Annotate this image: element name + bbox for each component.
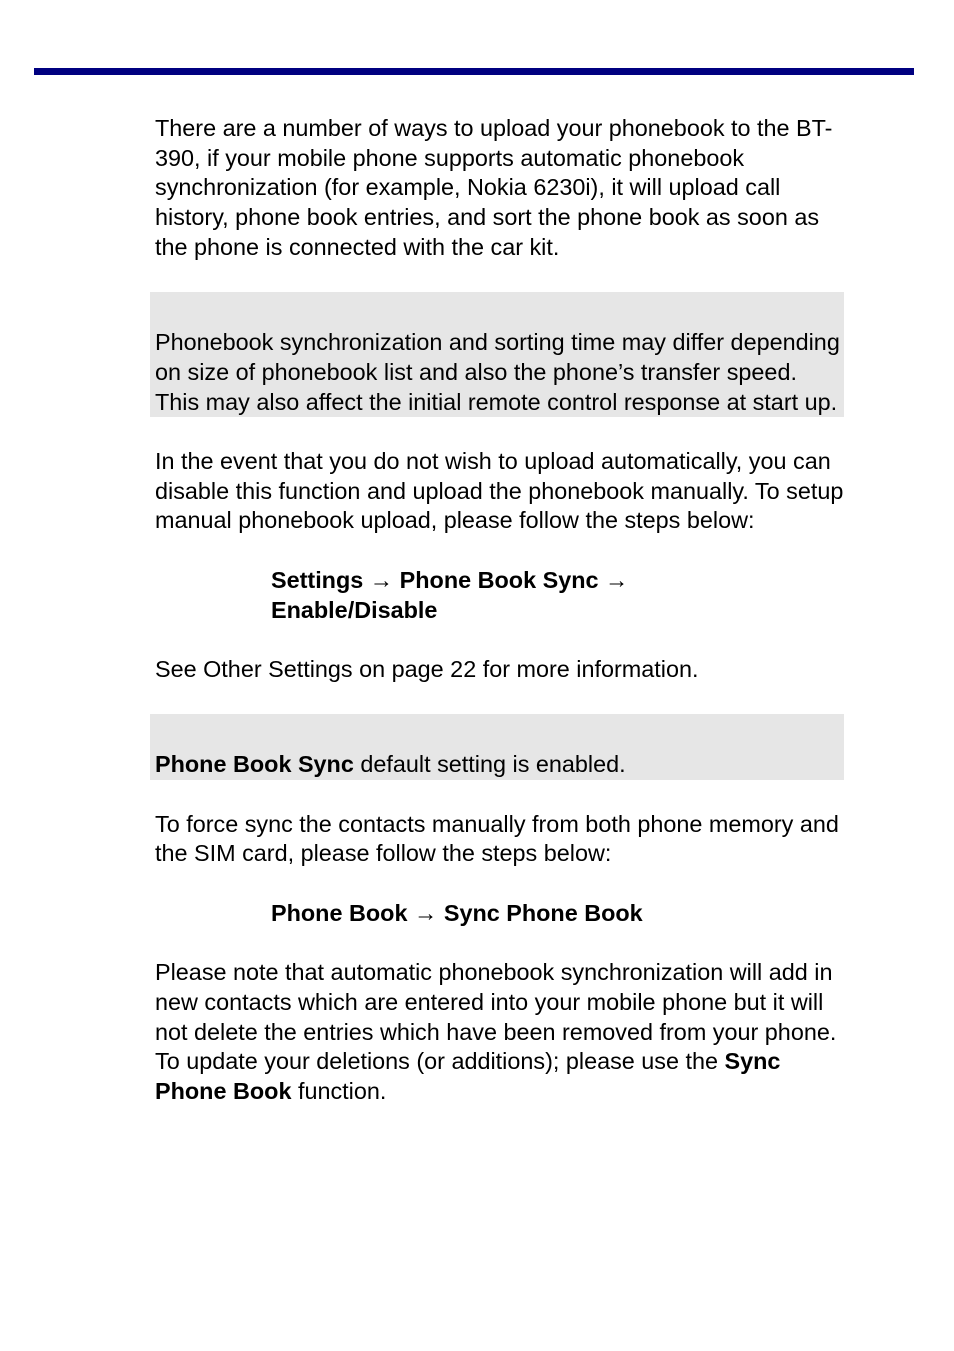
final-note-part2: function.: [291, 1077, 387, 1104]
see-other-settings-paragraph: See Other Settings on page 22 for more information.: [155, 655, 699, 682]
note-default-setting-rest: default setting is enabled.: [353, 751, 626, 778]
force-sync-paragraph: To force sync the contacts manually from both phone memory and the SIM card, please follow the steps below:: [155, 810, 839, 867]
disable-info-paragraph: In the event that you do not wish to upload automatically, you can disable this function and upload the phonebook manually. To setup manual phonebook upload, please follow the steps below:: [155, 448, 844, 534]
final-note-bold: Sync Phone Book: [155, 1048, 781, 1104]
final-note-paragraph: [155, 958, 845, 1107]
header-rule: [34, 68, 914, 75]
menu-path-settings: [271, 566, 845, 625]
note-box-sync-time: [150, 292, 844, 417]
note-default-setting-text: [155, 750, 844, 780]
note-default-setting-bold: Phone Book Sync: [155, 751, 354, 778]
document-body: [155, 114, 845, 1107]
menu-path-settings-line2: Enable/Disable: [271, 596, 438, 623]
note-sync-time-text: Phonebook synchronization and sorting time may differ depending on size of phonebook list and also the phone’s transfer speed. This may also affect the initial remote control response at start up.: [155, 329, 840, 415]
note-box-default-setting: [150, 714, 844, 780]
menu-path-sync-phone-book: Phone Book → Sync Phone Book: [271, 899, 643, 926]
intro-paragraph: There are a number of ways to upload your phonebook to the BT-390, if your mobile phone supports automatic phonebook synchronization (for example, Nokia 6230i), it will upload call history, phone book entries, and sort the phone book as soon as the phone is connected with the car kit.: [155, 115, 833, 260]
menu-path-settings-line1: Settings → Phone Book Sync →: [271, 566, 629, 593]
final-note-part1: Please note that automatic phonebook synchronization will add in new contacts which are entered into your mobile phone but it will not delete the entries which have been removed from your phone. To update your deletions (or additions); please use the: [155, 959, 837, 1075]
